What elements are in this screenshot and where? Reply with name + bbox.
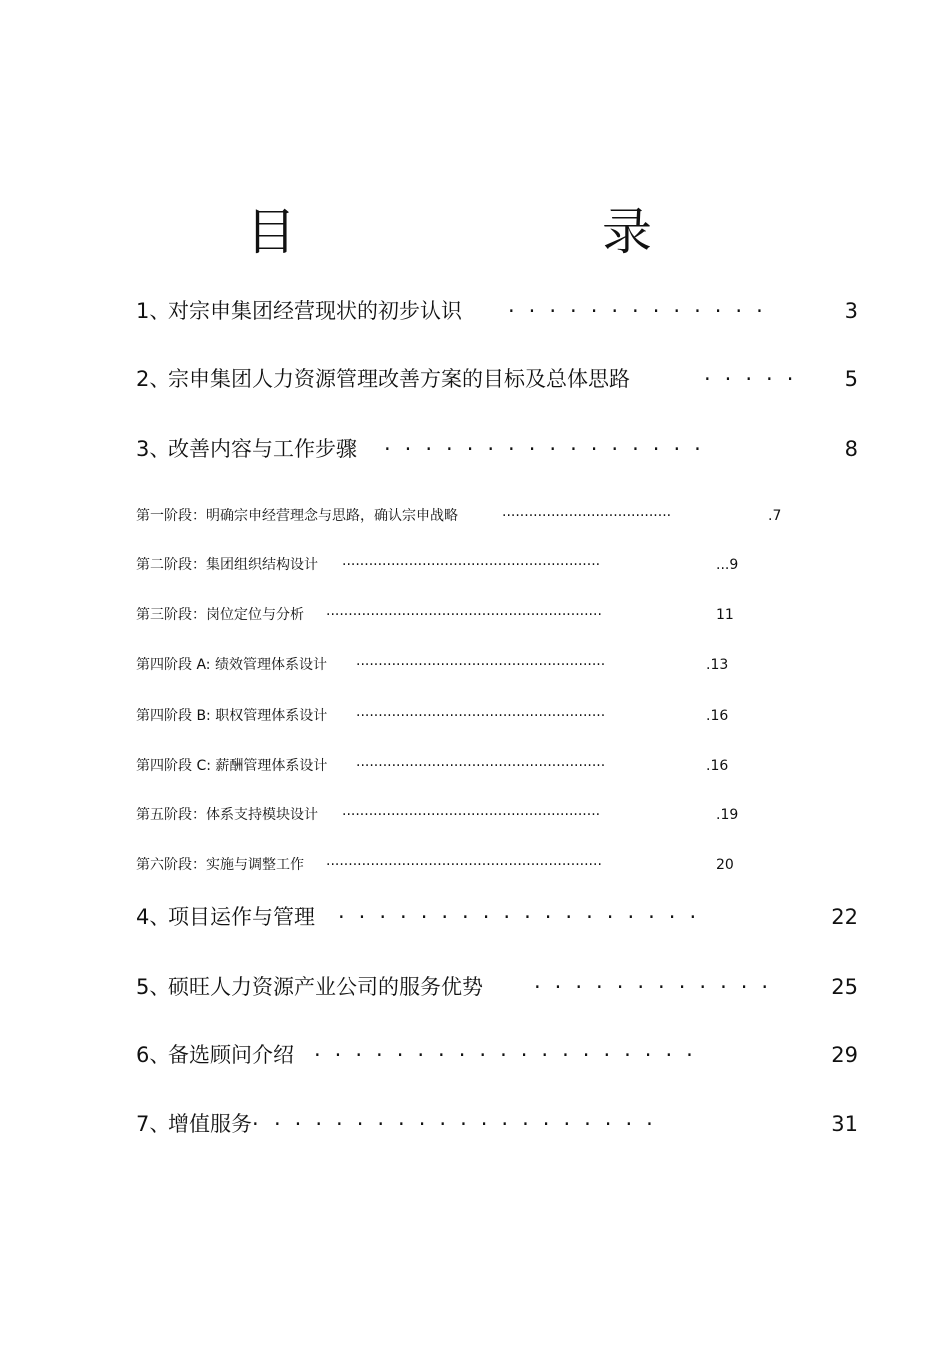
toc-entry-title: 宗申集团人力资源管理改善方案的目标及总体思路 [168, 367, 630, 391]
toc-subentry-leader: ························································ [356, 758, 606, 774]
toc-subentry[interactable] [0, 704, 950, 728]
toc-entry-title: 硕旺人力资源产业公司的服务优势 [168, 975, 483, 999]
toc-subentry-page: .16 [706, 708, 729, 724]
toc-entry-number: 4、 [136, 905, 171, 929]
toc-entry[interactable] [0, 362, 950, 396]
toc-subentry-title: 第二阶段：集团组织结构设计 [136, 557, 318, 573]
toc-entry-title: 改善内容与工作步骤 [168, 437, 357, 461]
toc-entry-page: 29 [831, 1043, 858, 1067]
toc-entry-number: 2、 [136, 367, 171, 391]
toc-entry-page: 5 [844, 367, 858, 391]
toc-entry[interactable] [0, 900, 950, 934]
toc-subentry-page: 20 [716, 857, 734, 873]
toc-subentry-page: .7 [768, 508, 782, 524]
toc-subentry-leader: ························································ [356, 708, 606, 724]
toc-entry-number: 1、 [136, 299, 171, 323]
toc-subentry[interactable] [0, 553, 950, 577]
toc-entry[interactable] [0, 294, 950, 328]
toc-entry-leader: ··················· [314, 1043, 707, 1067]
toc-entry[interactable] [0, 432, 950, 466]
toc-subentry-title: 第三阶段：岗位定位与分析 [136, 607, 304, 623]
toc-subentry-title: 第四阶段 B: 职权管理体系设计 [136, 708, 328, 724]
toc-entry-number: 5、 [136, 975, 171, 999]
toc-entry-leader: ············· [508, 299, 777, 323]
toc-entry-number: 3、 [136, 437, 171, 461]
toc-subentry[interactable] [0, 754, 950, 778]
toc-subentry-leader: ························································ [356, 657, 606, 673]
toc-subentry-leader: ·························································· [342, 557, 601, 573]
toc-entry-page: 8 [844, 437, 858, 461]
toc-entry-page: 22 [831, 905, 858, 929]
toc-subentry[interactable] [0, 504, 950, 528]
toc-entry-leader: ··················· [274, 1112, 667, 1136]
toc-entry[interactable] [0, 1107, 950, 1141]
toc-subentry[interactable] [0, 653, 950, 677]
toc-subentry-leader: ······························································ [326, 607, 602, 623]
toc-subentry-page: ...9 [716, 557, 739, 573]
toc-entry-number: 7、 [136, 1112, 171, 1136]
toc-subentry[interactable] [0, 603, 950, 627]
toc-entry-title: 增值服务· [168, 1112, 259, 1136]
toc-subentry[interactable] [0, 803, 950, 827]
toc-entry-title: 备选顾问介绍 [168, 1043, 294, 1067]
toc-entry-page: 31 [831, 1112, 858, 1136]
page-title: 目 录 [246, 203, 780, 261]
toc-subentry-leader: ·························································· [342, 807, 601, 823]
toc-entry-title: 项目运作与管理 [168, 905, 315, 929]
toc-entry-page: 3 [844, 299, 858, 323]
toc-subentry-title: 第五阶段：体系支持模块设计 [136, 807, 318, 823]
toc-subentry-title: 第一阶段：明确宗申经营理念与思路，确认宗申战略 [136, 508, 458, 524]
toc-subentry-page: .13 [706, 657, 729, 673]
toc-entry-leader: ············ [534, 975, 783, 999]
toc-subentry-page: .16 [706, 758, 729, 774]
toc-entry-leader: ·················· [338, 905, 711, 929]
toc-subentry-title: 第四阶段 A: 绩效管理体系设计 [136, 657, 327, 673]
toc-entry-leader: ····· [704, 367, 808, 391]
toc-subentry-title: 第六阶段：实施与调整工作 [136, 857, 304, 873]
toc-subentry-page: 11 [716, 607, 734, 623]
toc-subentry-leader: ······························································ [326, 857, 602, 873]
toc-entry-number: 6、 [136, 1043, 171, 1067]
toc-entry-page: 25 [831, 975, 858, 999]
toc-entry[interactable] [0, 1038, 950, 1072]
toc-subentry-title: 第四阶段 C: 薪酬管理体系设计 [136, 758, 328, 774]
toc-subentry-leader: ······································ [502, 508, 672, 524]
toc-subentry[interactable] [0, 853, 950, 877]
toc-entry-title: 对宗申集团经营现状的初步认识 [168, 299, 462, 323]
toc-entry[interactable] [0, 970, 950, 1004]
toc-subentry-page: .19 [716, 807, 739, 823]
toc-entry-leader: ················ [384, 437, 715, 461]
